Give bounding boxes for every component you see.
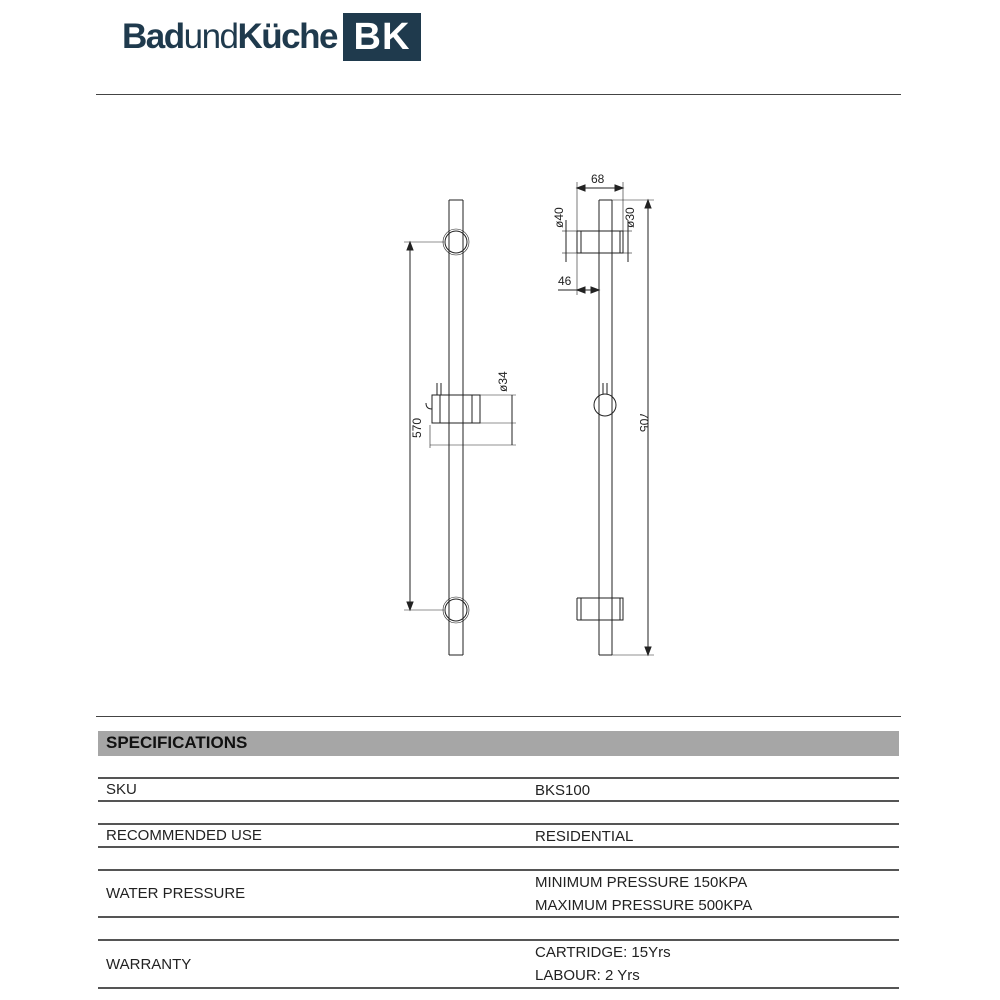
brand-name-part2: und bbox=[183, 17, 238, 56]
dim-705-label: 705 bbox=[637, 412, 651, 433]
spec-value: BKS100 bbox=[535, 782, 591, 799]
dim-570-label: 570 bbox=[410, 417, 424, 438]
spec-label: SKU bbox=[106, 781, 137, 798]
spec-value: CARTRIDGE: 15Yrs bbox=[535, 944, 671, 961]
spec-row-water-pressure bbox=[98, 869, 899, 918]
technical-drawing bbox=[380, 160, 680, 670]
dim-46-label: 46 bbox=[558, 274, 572, 288]
specifications-title: SPECIFICATIONS bbox=[106, 733, 248, 752]
brand-wordmark bbox=[122, 12, 337, 62]
specifications-header bbox=[98, 731, 899, 756]
spec-value: RESIDENTIAL bbox=[535, 828, 634, 845]
spec-row-sku bbox=[98, 777, 899, 802]
brand-name-part1: Bad bbox=[122, 17, 184, 56]
spec-label: WATER PRESSURE bbox=[106, 885, 246, 902]
dim-40-label: ø40 bbox=[552, 207, 566, 228]
spec-label: WARRANTY bbox=[106, 956, 192, 973]
spec-value: MINIMUM PRESSURE 150KPA bbox=[535, 874, 748, 891]
spec-row-warranty bbox=[98, 939, 899, 989]
spec-row-recommended-use bbox=[98, 823, 899, 848]
dim-68-label: 68 bbox=[591, 172, 605, 186]
dim-30-label: ø30 bbox=[623, 207, 637, 228]
brand-badge: BK bbox=[343, 13, 421, 61]
spec-value: MAXIMUM PRESSURE 500KPA bbox=[535, 897, 753, 914]
spec-top-divider bbox=[96, 716, 901, 717]
brand-name-part3: Küche bbox=[237, 17, 337, 56]
spec-label: RECOMMENDED USE bbox=[106, 827, 262, 844]
brand-logo bbox=[122, 12, 421, 62]
dim-34-label: ø34 bbox=[496, 371, 510, 392]
header-divider bbox=[96, 94, 901, 95]
spec-value: LABOUR: 2 Yrs bbox=[535, 967, 640, 984]
